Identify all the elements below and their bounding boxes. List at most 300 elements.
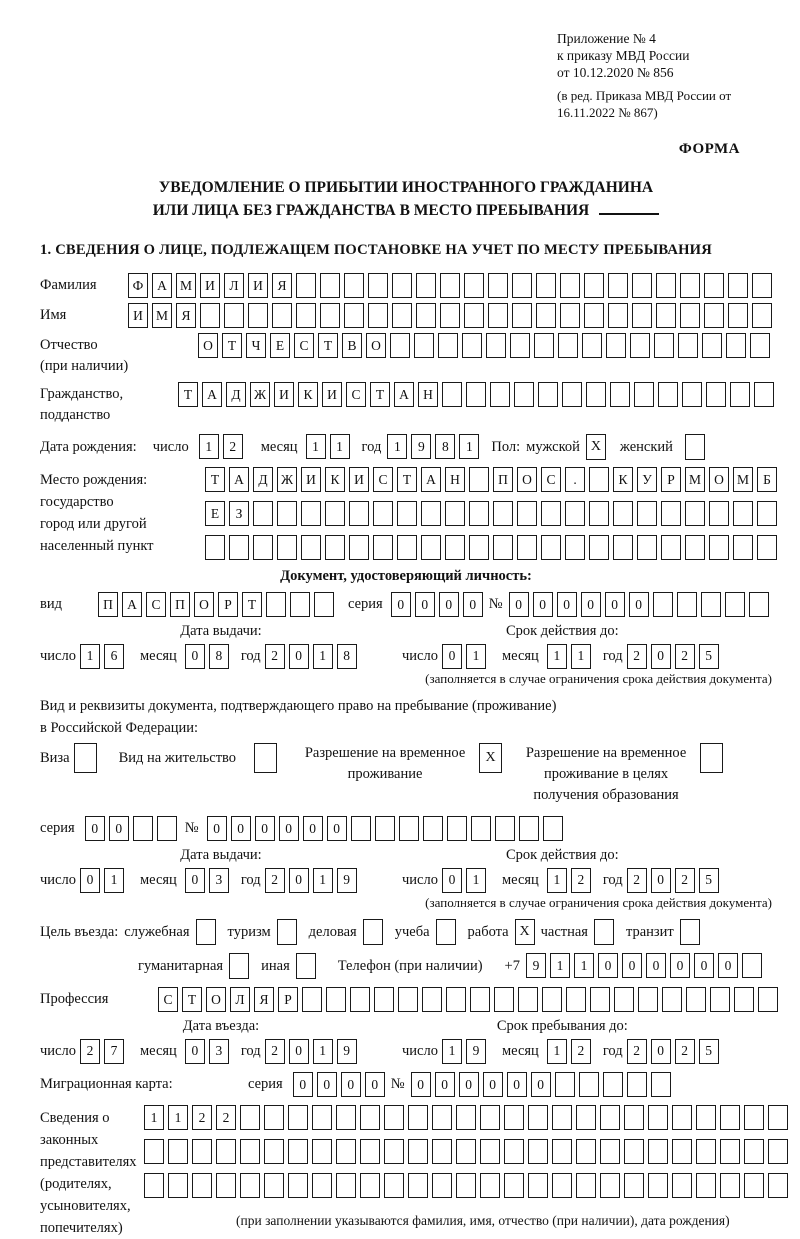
char-cell[interactable]: 0 bbox=[293, 1072, 313, 1097]
char-cell[interactable]: 1 bbox=[442, 1039, 462, 1064]
char-cell[interactable] bbox=[744, 1139, 764, 1164]
char-cell[interactable] bbox=[390, 333, 410, 358]
char-cell[interactable] bbox=[397, 535, 417, 560]
char-cell[interactable]: П bbox=[170, 592, 190, 617]
char-cell[interactable] bbox=[456, 1173, 476, 1198]
char-cell[interactable] bbox=[336, 1139, 356, 1164]
char-cell[interactable]: 0 bbox=[629, 592, 649, 617]
char-cell[interactable] bbox=[720, 1173, 740, 1198]
char-cell[interactable]: 0 bbox=[598, 953, 618, 978]
char-cell[interactable]: 0 bbox=[365, 1072, 385, 1097]
char-cell[interactable]: 2 bbox=[223, 434, 243, 459]
char-cell[interactable] bbox=[368, 273, 388, 298]
char-cell[interactable]: 0 bbox=[185, 868, 205, 893]
char-cell[interactable]: 2 bbox=[571, 1039, 591, 1064]
char-cell[interactable] bbox=[541, 501, 561, 526]
char-cell[interactable] bbox=[624, 1173, 644, 1198]
char-cell[interactable] bbox=[248, 303, 268, 328]
char-cell[interactable] bbox=[301, 535, 321, 560]
char-cell[interactable] bbox=[325, 501, 345, 526]
purpose-study-checkbox[interactable] bbox=[436, 919, 456, 945]
char-cell[interactable]: 8 bbox=[435, 434, 455, 459]
char-cell[interactable] bbox=[349, 535, 369, 560]
char-cell[interactable] bbox=[536, 273, 556, 298]
char-cell[interactable] bbox=[495, 816, 515, 841]
char-cell[interactable] bbox=[648, 1105, 668, 1130]
char-cell[interactable] bbox=[720, 1139, 740, 1164]
char-cell[interactable]: 1 bbox=[571, 644, 591, 669]
char-cell[interactable]: 3 bbox=[209, 868, 229, 893]
char-cell[interactable] bbox=[320, 303, 340, 328]
char-cell[interactable] bbox=[603, 1072, 623, 1097]
char-cell[interactable] bbox=[584, 273, 604, 298]
char-cell[interactable] bbox=[504, 1105, 524, 1130]
char-cell[interactable] bbox=[672, 1105, 692, 1130]
purpose-humanitarian-checkbox[interactable] bbox=[229, 953, 249, 979]
char-cell[interactable]: 2 bbox=[265, 868, 285, 893]
char-cell[interactable] bbox=[375, 816, 395, 841]
char-cell[interactable]: 1 bbox=[459, 434, 479, 459]
char-cell[interactable] bbox=[720, 1105, 740, 1130]
char-cell[interactable] bbox=[494, 987, 514, 1012]
char-cell[interactable] bbox=[613, 501, 633, 526]
char-cell[interactable] bbox=[421, 535, 441, 560]
char-cell[interactable]: 9 bbox=[337, 868, 357, 893]
char-cell[interactable] bbox=[440, 273, 460, 298]
char-cell[interactable] bbox=[264, 1139, 284, 1164]
char-cell[interactable]: Т bbox=[178, 382, 198, 407]
char-cell[interactable]: С bbox=[294, 333, 314, 358]
char-cell[interactable] bbox=[637, 535, 657, 560]
char-cell[interactable] bbox=[471, 816, 491, 841]
char-cell[interactable] bbox=[542, 987, 562, 1012]
char-cell[interactable] bbox=[560, 273, 580, 298]
char-cell[interactable] bbox=[416, 273, 436, 298]
male-checkbox[interactable]: X bbox=[586, 434, 606, 460]
char-cell[interactable] bbox=[414, 333, 434, 358]
char-cell[interactable]: 0 bbox=[391, 592, 411, 617]
char-cell[interactable]: Ж bbox=[250, 382, 270, 407]
char-cell[interactable] bbox=[757, 535, 777, 560]
char-cell[interactable]: Т bbox=[222, 333, 242, 358]
char-cell[interactable] bbox=[701, 592, 721, 617]
char-cell[interactable] bbox=[512, 273, 532, 298]
char-cell[interactable] bbox=[144, 1139, 164, 1164]
char-cell[interactable] bbox=[493, 535, 513, 560]
char-cell[interactable]: 0 bbox=[651, 1039, 671, 1064]
char-cell[interactable]: 5 bbox=[699, 644, 719, 669]
char-cell[interactable]: Д bbox=[253, 467, 273, 492]
char-cell[interactable] bbox=[360, 1105, 380, 1130]
char-cell[interactable] bbox=[638, 987, 658, 1012]
char-cell[interactable] bbox=[216, 1139, 236, 1164]
char-cell[interactable] bbox=[632, 303, 652, 328]
char-cell[interactable] bbox=[514, 382, 534, 407]
char-cell[interactable] bbox=[678, 333, 698, 358]
char-cell[interactable]: Т bbox=[242, 592, 262, 617]
char-cell[interactable] bbox=[600, 1139, 620, 1164]
char-cell[interactable]: Ж bbox=[277, 467, 297, 492]
char-cell[interactable]: 0 bbox=[581, 592, 601, 617]
char-cell[interactable]: 0 bbox=[531, 1072, 551, 1097]
char-cell[interactable]: 2 bbox=[675, 644, 695, 669]
char-cell[interactable] bbox=[456, 1139, 476, 1164]
char-cell[interactable]: 0 bbox=[622, 953, 642, 978]
char-cell[interactable] bbox=[630, 333, 650, 358]
char-cell[interactable] bbox=[733, 535, 753, 560]
char-cell[interactable] bbox=[558, 333, 578, 358]
char-cell[interactable] bbox=[610, 382, 630, 407]
char-cell[interactable] bbox=[752, 273, 772, 298]
char-cell[interactable] bbox=[416, 303, 436, 328]
char-cell[interactable] bbox=[447, 816, 467, 841]
char-cell[interactable]: Т bbox=[370, 382, 390, 407]
char-cell[interactable] bbox=[696, 1105, 716, 1130]
purpose-commercial-checkbox[interactable] bbox=[363, 919, 383, 945]
char-cell[interactable] bbox=[351, 816, 371, 841]
char-cell[interactable] bbox=[469, 467, 489, 492]
char-cell[interactable] bbox=[336, 1105, 356, 1130]
char-cell[interactable] bbox=[543, 816, 563, 841]
char-cell[interactable] bbox=[734, 987, 754, 1012]
char-cell[interactable] bbox=[464, 303, 484, 328]
char-cell[interactable]: 0 bbox=[317, 1072, 337, 1097]
char-cell[interactable]: 1 bbox=[547, 644, 567, 669]
char-cell[interactable] bbox=[552, 1105, 572, 1130]
char-cell[interactable]: 0 bbox=[651, 868, 671, 893]
char-cell[interactable]: 0 bbox=[411, 1072, 431, 1097]
char-cell[interactable] bbox=[565, 535, 585, 560]
char-cell[interactable] bbox=[541, 535, 561, 560]
char-cell[interactable]: К bbox=[613, 467, 633, 492]
char-cell[interactable]: Р bbox=[218, 592, 238, 617]
char-cell[interactable]: П bbox=[98, 592, 118, 617]
char-cell[interactable] bbox=[288, 1105, 308, 1130]
char-cell[interactable]: М bbox=[176, 273, 196, 298]
char-cell[interactable]: 2 bbox=[571, 868, 591, 893]
char-cell[interactable]: 0 bbox=[439, 592, 459, 617]
char-cell[interactable] bbox=[360, 1173, 380, 1198]
char-cell[interactable]: 0 bbox=[231, 816, 251, 841]
char-cell[interactable] bbox=[632, 273, 652, 298]
char-cell[interactable]: 1 bbox=[313, 644, 333, 669]
char-cell[interactable]: 0 bbox=[255, 816, 275, 841]
char-cell[interactable] bbox=[326, 987, 346, 1012]
char-cell[interactable]: Р bbox=[278, 987, 298, 1012]
char-cell[interactable] bbox=[253, 501, 273, 526]
char-cell[interactable] bbox=[469, 535, 489, 560]
char-cell[interactable] bbox=[768, 1173, 788, 1198]
char-cell[interactable] bbox=[653, 592, 673, 617]
char-cell[interactable]: 9 bbox=[526, 953, 546, 978]
char-cell[interactable] bbox=[728, 273, 748, 298]
char-cell[interactable]: О bbox=[206, 987, 226, 1012]
char-cell[interactable] bbox=[608, 303, 628, 328]
char-cell[interactable]: 1 bbox=[306, 434, 326, 459]
char-cell[interactable] bbox=[464, 273, 484, 298]
char-cell[interactable] bbox=[744, 1105, 764, 1130]
char-cell[interactable]: Н bbox=[445, 467, 465, 492]
char-cell[interactable]: О bbox=[194, 592, 214, 617]
char-cell[interactable]: 2 bbox=[675, 868, 695, 893]
char-cell[interactable] bbox=[512, 303, 532, 328]
char-cell[interactable] bbox=[229, 535, 249, 560]
char-cell[interactable] bbox=[373, 535, 393, 560]
char-cell[interactable] bbox=[480, 1105, 500, 1130]
char-cell[interactable]: 2 bbox=[627, 1039, 647, 1064]
char-cell[interactable] bbox=[504, 1139, 524, 1164]
char-cell[interactable] bbox=[528, 1139, 548, 1164]
char-cell[interactable] bbox=[288, 1173, 308, 1198]
char-cell[interactable] bbox=[613, 535, 633, 560]
char-cell[interactable]: 0 bbox=[694, 953, 714, 978]
char-cell[interactable] bbox=[696, 1173, 716, 1198]
char-cell[interactable] bbox=[264, 1105, 284, 1130]
char-cell[interactable] bbox=[438, 333, 458, 358]
char-cell[interactable] bbox=[730, 382, 750, 407]
char-cell[interactable] bbox=[368, 303, 388, 328]
char-cell[interactable] bbox=[408, 1139, 428, 1164]
char-cell[interactable] bbox=[157, 816, 177, 841]
char-cell[interactable] bbox=[586, 382, 606, 407]
char-cell[interactable] bbox=[768, 1105, 788, 1130]
char-cell[interactable] bbox=[528, 1105, 548, 1130]
char-cell[interactable] bbox=[344, 273, 364, 298]
char-cell[interactable]: 1 bbox=[547, 1039, 567, 1064]
char-cell[interactable] bbox=[584, 303, 604, 328]
char-cell[interactable]: С bbox=[346, 382, 366, 407]
char-cell[interactable] bbox=[490, 382, 510, 407]
char-cell[interactable] bbox=[168, 1139, 188, 1164]
purpose-tourism-checkbox[interactable] bbox=[277, 919, 297, 945]
char-cell[interactable] bbox=[702, 333, 722, 358]
char-cell[interactable]: 0 bbox=[718, 953, 738, 978]
char-cell[interactable]: В bbox=[342, 333, 362, 358]
char-cell[interactable]: Д bbox=[226, 382, 246, 407]
char-cell[interactable]: 1 bbox=[80, 644, 100, 669]
char-cell[interactable]: Е bbox=[205, 501, 225, 526]
char-cell[interactable]: 2 bbox=[265, 644, 285, 669]
char-cell[interactable] bbox=[336, 1173, 356, 1198]
char-cell[interactable]: Т bbox=[205, 467, 225, 492]
char-cell[interactable]: Е bbox=[270, 333, 290, 358]
char-cell[interactable] bbox=[608, 273, 628, 298]
char-cell[interactable] bbox=[224, 303, 244, 328]
char-cell[interactable] bbox=[685, 501, 705, 526]
char-cell[interactable] bbox=[399, 816, 419, 841]
char-cell[interactable]: 0 bbox=[557, 592, 577, 617]
char-cell[interactable] bbox=[445, 501, 465, 526]
char-cell[interactable]: С bbox=[373, 467, 393, 492]
char-cell[interactable]: 0 bbox=[463, 592, 483, 617]
visa-checkbox[interactable] bbox=[74, 743, 97, 773]
char-cell[interactable] bbox=[373, 501, 393, 526]
char-cell[interactable] bbox=[392, 273, 412, 298]
char-cell[interactable]: 0 bbox=[442, 644, 462, 669]
char-cell[interactable]: Н bbox=[418, 382, 438, 407]
char-cell[interactable]: И bbox=[128, 303, 148, 328]
char-cell[interactable]: 0 bbox=[646, 953, 666, 978]
char-cell[interactable]: А bbox=[421, 467, 441, 492]
char-cell[interactable]: 1 bbox=[574, 953, 594, 978]
char-cell[interactable] bbox=[656, 303, 676, 328]
char-cell[interactable]: 1 bbox=[313, 868, 333, 893]
char-cell[interactable]: О bbox=[709, 467, 729, 492]
char-cell[interactable] bbox=[240, 1105, 260, 1130]
char-cell[interactable]: . bbox=[565, 467, 585, 492]
char-cell[interactable] bbox=[277, 501, 297, 526]
char-cell[interactable]: А bbox=[122, 592, 142, 617]
char-cell[interactable] bbox=[710, 987, 730, 1012]
temp-residence-checkbox[interactable]: X bbox=[479, 743, 502, 773]
char-cell[interactable] bbox=[320, 273, 340, 298]
char-cell[interactable] bbox=[582, 333, 602, 358]
char-cell[interactable] bbox=[728, 303, 748, 328]
temp-residence-education-checkbox[interactable] bbox=[700, 743, 723, 773]
char-cell[interactable] bbox=[518, 987, 538, 1012]
char-cell[interactable]: 1 bbox=[550, 953, 570, 978]
char-cell[interactable] bbox=[680, 303, 700, 328]
char-cell[interactable]: 2 bbox=[80, 1039, 100, 1064]
char-cell[interactable] bbox=[440, 303, 460, 328]
char-cell[interactable]: Б bbox=[757, 467, 777, 492]
char-cell[interactable] bbox=[374, 987, 394, 1012]
char-cell[interactable] bbox=[510, 333, 530, 358]
char-cell[interactable]: 2 bbox=[216, 1105, 236, 1130]
char-cell[interactable] bbox=[398, 987, 418, 1012]
char-cell[interactable]: 5 bbox=[699, 868, 719, 893]
char-cell[interactable] bbox=[288, 1139, 308, 1164]
char-cell[interactable] bbox=[677, 592, 697, 617]
purpose-other-checkbox[interactable] bbox=[296, 953, 316, 979]
char-cell[interactable]: 0 bbox=[507, 1072, 527, 1097]
char-cell[interactable] bbox=[350, 987, 370, 1012]
char-cell[interactable] bbox=[744, 1173, 764, 1198]
char-cell[interactable] bbox=[312, 1173, 332, 1198]
char-cell[interactable]: З bbox=[229, 501, 249, 526]
char-cell[interactable] bbox=[408, 1173, 428, 1198]
char-cell[interactable] bbox=[344, 303, 364, 328]
char-cell[interactable]: И bbox=[301, 467, 321, 492]
char-cell[interactable] bbox=[709, 501, 729, 526]
char-cell[interactable] bbox=[725, 592, 745, 617]
char-cell[interactable] bbox=[672, 1139, 692, 1164]
char-cell[interactable]: 1 bbox=[466, 868, 486, 893]
char-cell[interactable]: К bbox=[298, 382, 318, 407]
char-cell[interactable] bbox=[685, 535, 705, 560]
char-cell[interactable] bbox=[253, 535, 273, 560]
char-cell[interactable] bbox=[634, 382, 654, 407]
char-cell[interactable] bbox=[536, 303, 556, 328]
char-cell[interactable]: А bbox=[152, 273, 172, 298]
char-cell[interactable]: 0 bbox=[109, 816, 129, 841]
char-cell[interactable] bbox=[566, 987, 586, 1012]
char-cell[interactable]: П bbox=[493, 467, 513, 492]
char-cell[interactable] bbox=[517, 535, 537, 560]
char-cell[interactable] bbox=[600, 1173, 620, 1198]
char-cell[interactable]: А bbox=[394, 382, 414, 407]
char-cell[interactable] bbox=[168, 1173, 188, 1198]
char-cell[interactable]: 1 bbox=[387, 434, 407, 459]
char-cell[interactable] bbox=[349, 501, 369, 526]
char-cell[interactable]: 1 bbox=[466, 644, 486, 669]
char-cell[interactable] bbox=[290, 592, 310, 617]
char-cell[interactable] bbox=[519, 816, 539, 841]
char-cell[interactable] bbox=[133, 816, 153, 841]
purpose-private-checkbox[interactable] bbox=[594, 919, 614, 945]
char-cell[interactable]: 1 bbox=[144, 1105, 164, 1130]
char-cell[interactable] bbox=[726, 333, 746, 358]
char-cell[interactable] bbox=[589, 535, 609, 560]
char-cell[interactable] bbox=[648, 1139, 668, 1164]
char-cell[interactable]: 2 bbox=[627, 644, 647, 669]
char-cell[interactable]: 0 bbox=[435, 1072, 455, 1097]
char-cell[interactable] bbox=[704, 273, 724, 298]
char-cell[interactable]: 0 bbox=[341, 1072, 361, 1097]
char-cell[interactable]: О bbox=[366, 333, 386, 358]
char-cell[interactable] bbox=[421, 501, 441, 526]
char-cell[interactable] bbox=[758, 987, 778, 1012]
char-cell[interactable]: Ч bbox=[246, 333, 266, 358]
char-cell[interactable]: 0 bbox=[442, 868, 462, 893]
purpose-work-checkbox[interactable]: X bbox=[515, 919, 535, 945]
char-cell[interactable] bbox=[637, 501, 657, 526]
char-cell[interactable] bbox=[397, 501, 417, 526]
char-cell[interactable] bbox=[312, 1139, 332, 1164]
char-cell[interactable]: 0 bbox=[483, 1072, 503, 1097]
char-cell[interactable]: О bbox=[517, 467, 537, 492]
char-cell[interactable] bbox=[576, 1139, 596, 1164]
char-cell[interactable] bbox=[648, 1173, 668, 1198]
char-cell[interactable] bbox=[590, 987, 610, 1012]
char-cell[interactable] bbox=[733, 501, 753, 526]
char-cell[interactable] bbox=[277, 535, 297, 560]
char-cell[interactable]: 0 bbox=[289, 644, 309, 669]
char-cell[interactable]: Т bbox=[318, 333, 338, 358]
char-cell[interactable] bbox=[709, 535, 729, 560]
char-cell[interactable]: 0 bbox=[85, 816, 105, 841]
char-cell[interactable]: 2 bbox=[675, 1039, 695, 1064]
char-cell[interactable] bbox=[555, 1072, 575, 1097]
char-cell[interactable]: 0 bbox=[670, 953, 690, 978]
char-cell[interactable] bbox=[768, 1139, 788, 1164]
char-cell[interactable] bbox=[240, 1173, 260, 1198]
char-cell[interactable] bbox=[706, 382, 726, 407]
char-cell[interactable]: Ф bbox=[128, 273, 148, 298]
char-cell[interactable] bbox=[654, 333, 674, 358]
char-cell[interactable]: 0 bbox=[605, 592, 625, 617]
char-cell[interactable] bbox=[423, 816, 443, 841]
char-cell[interactable]: 1 bbox=[199, 434, 219, 459]
char-cell[interactable]: И bbox=[274, 382, 294, 407]
char-cell[interactable] bbox=[216, 1173, 236, 1198]
char-cell[interactable] bbox=[240, 1139, 260, 1164]
char-cell[interactable]: И bbox=[200, 273, 220, 298]
char-cell[interactable] bbox=[538, 382, 558, 407]
char-cell[interactable]: 2 bbox=[192, 1105, 212, 1130]
char-cell[interactable]: И bbox=[322, 382, 342, 407]
female-checkbox[interactable] bbox=[685, 434, 705, 460]
char-cell[interactable]: Я bbox=[176, 303, 196, 328]
char-cell[interactable]: 2 bbox=[265, 1039, 285, 1064]
char-cell[interactable] bbox=[614, 987, 634, 1012]
char-cell[interactable]: 0 bbox=[207, 816, 227, 841]
char-cell[interactable]: 1 bbox=[313, 1039, 333, 1064]
char-cell[interactable] bbox=[754, 382, 774, 407]
char-cell[interactable] bbox=[651, 1072, 671, 1097]
char-cell[interactable] bbox=[205, 535, 225, 560]
char-cell[interactable] bbox=[560, 303, 580, 328]
